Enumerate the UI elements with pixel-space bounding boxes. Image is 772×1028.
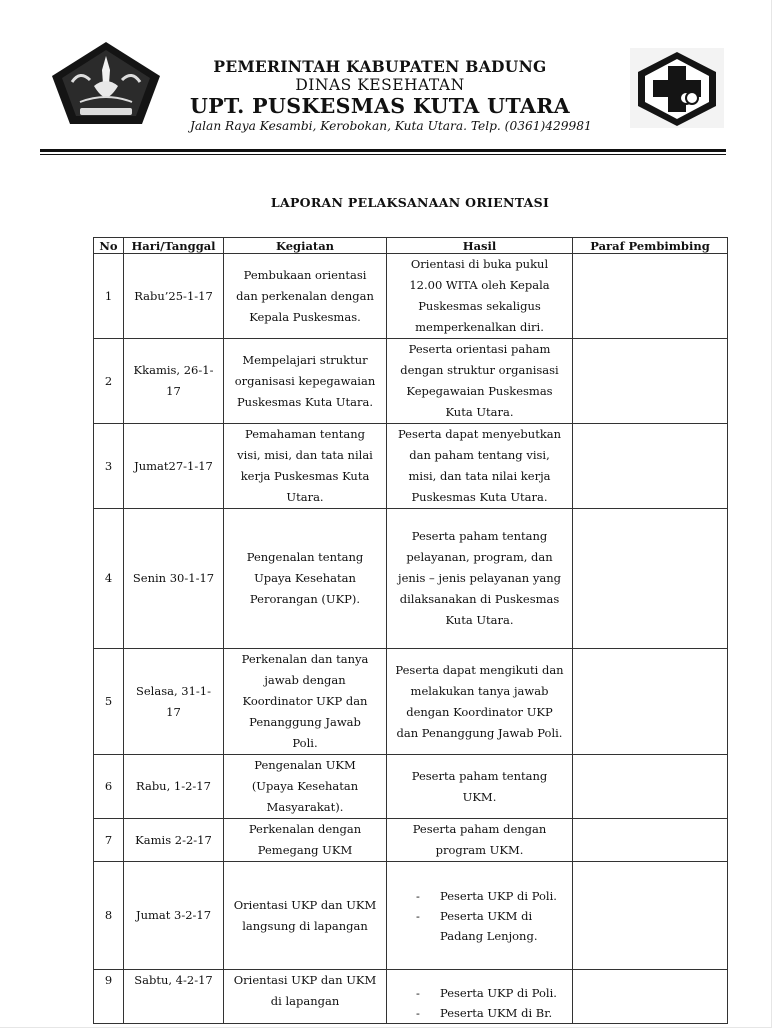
row-result-line: Peserta dapat menyebutkan [397, 427, 562, 441]
row-result-line: Peserta dapat mengikuti dan [395, 662, 564, 677]
row-activity [224, 339, 387, 424]
row-activity-line: Upaya Kesehatan [254, 571, 356, 585]
row-result-line: Peserta paham tentang [411, 768, 548, 783]
row-activity-line: di lapangan [270, 994, 340, 1008]
letterhead-address: Jalan Raya Kesambi, Kerobokan, Kuta Utara. Telp. (0361)429981 [190, 119, 592, 133]
row-result-line: Peserta paham dengan [412, 822, 547, 836]
row-activity-line: Pembukaan orientasi [243, 267, 367, 282]
table-row [94, 509, 728, 649]
row-activity [224, 649, 387, 755]
row-activity-line: visi, misi, dan tata nilai [237, 448, 373, 462]
row-result [387, 509, 573, 649]
table-header-row [94, 238, 728, 254]
row-activity-line: dan perkenalan dengan [236, 288, 374, 303]
result-bullet-item: - Peserta UKP di Poli. [416, 983, 569, 1003]
row-result-line: memperkenalkan diri. [415, 320, 544, 334]
row-signature [573, 339, 728, 424]
header-activity: Kegiatan [224, 238, 387, 254]
row-result-line: UKM. [462, 789, 497, 804]
row-activity-line: kerja Puskesmas Kuta [240, 469, 370, 483]
result-bullet-list [390, 886, 569, 946]
row-result-line: melakukan tanya jawab [410, 683, 549, 698]
row-result-line: Peserta paham tentang [411, 529, 548, 543]
row-activity [224, 862, 387, 970]
row-activity-line: langsung di lapangan [242, 918, 368, 933]
orientation-report-table [93, 237, 728, 1024]
row-date: Senin 30-1-17 [124, 509, 224, 649]
puskesmas-logo-icon [630, 48, 724, 128]
row-result-line: dilaksanakan di Puskesmas [399, 592, 560, 606]
row-result-line: dan paham tentang visi, [409, 448, 550, 462]
result-bullet-item: - Peserta UKM di Br. [416, 1003, 569, 1023]
table-row [94, 339, 728, 424]
result-bullet-item: - Peserta UKP di Poli. [416, 886, 569, 906]
row-activity-line: Kepala Puskesmas. [249, 309, 361, 324]
table-body [94, 254, 728, 1024]
header-date: Hari/Tanggal [124, 238, 224, 254]
row-activity-line: Koordinator UKP dan [242, 694, 368, 708]
row-activity-line: (Upaya Kesehatan [251, 779, 359, 793]
row-result-line: 12.00 WITA oleh Kepala [409, 278, 550, 292]
table-row [94, 649, 728, 755]
row-date: Rabu’25-1-17 [124, 254, 224, 339]
row-date: Rabu, 1-2-17 [124, 755, 224, 819]
row-no: 5 [94, 649, 124, 755]
row-activity [224, 424, 387, 509]
table-row [94, 755, 728, 819]
row-result [387, 254, 573, 339]
row-result-line: Peserta orientasi paham [408, 342, 551, 356]
result-bullet-item: - Peserta UKM di Padang Lenjong. [416, 906, 569, 946]
row-activity-line: Perorangan (UKP). [249, 592, 361, 606]
row-date-line: Selasa, 31-1- [135, 683, 211, 698]
letterhead-line-1: PEMERINTAH KABUPATEN BADUNG [213, 57, 547, 76]
row-activity-line: Pengenalan UKM [254, 758, 356, 772]
row-date: Sabtu, 4-2-17 [124, 970, 224, 1024]
row-result-line: pelayanan, program, dan [406, 550, 553, 564]
row-date: Kamis 2-2-17 [124, 819, 224, 862]
row-activity-line: Penanggung Jawab [249, 715, 361, 729]
table-row [94, 254, 728, 339]
row-activity-line: organisasi kepegawaian [234, 373, 376, 388]
row-signature [573, 509, 728, 649]
row-no: 8 [94, 862, 124, 970]
row-no: 3 [94, 424, 124, 509]
header-result: Hasil [387, 238, 573, 254]
row-result [387, 649, 573, 755]
badung-regency-emblem-icon [50, 40, 162, 126]
row-signature [573, 755, 728, 819]
row-activity-line: Perkenalan dan tanya [241, 652, 369, 666]
row-date: Jumat27-1-17 [124, 424, 224, 509]
row-activity [224, 254, 387, 339]
row-result [387, 819, 573, 862]
table-row [94, 862, 728, 970]
row-signature [573, 970, 728, 1024]
header-signature: Paraf Pembimbing [573, 238, 728, 254]
row-result [387, 424, 573, 509]
row-activity-line: Mempelajari struktur [242, 352, 368, 367]
row-result-line: misi, dan tata nilai kerja [408, 469, 551, 483]
row-result [387, 970, 573, 1024]
row-activity-line: Orientasi UKP dan UKM [233, 897, 377, 912]
row-no: 4 [94, 509, 124, 649]
table-row [94, 819, 728, 862]
row-activity [224, 509, 387, 649]
row-activity [224, 970, 387, 1024]
row-activity [224, 819, 387, 862]
header-no: No [94, 238, 124, 254]
row-signature [573, 424, 728, 509]
row-no: 6 [94, 755, 124, 819]
letterhead-rule-thin [40, 154, 726, 155]
row-date [124, 649, 224, 755]
letterhead-line-3: UPT. PUSKESMAS KUTA UTARA [189, 94, 571, 118]
letterhead-line-2: DINAS KESEHATAN [295, 76, 465, 94]
row-activity-line: Utara. [286, 490, 324, 504]
row-date [124, 339, 224, 424]
row-no: 9 [94, 970, 124, 1024]
row-activity-line: jawab dengan [264, 673, 346, 687]
row-result-line: Puskesmas sekaligus [418, 299, 541, 313]
row-activity-line: Poli. [292, 736, 318, 750]
result-bullet-list [390, 983, 569, 1023]
row-activity-line: Pengenalan tentang [246, 550, 364, 564]
row-result [387, 862, 573, 970]
row-result-line: Orientasi di buka pukul [410, 257, 549, 271]
document-title: LAPORAN PELAKSANAAN ORIENTASI [270, 195, 550, 210]
row-result-line: Puskesmas Kuta Utara. [411, 490, 548, 504]
row-result-line: dengan struktur organisasi [400, 363, 559, 377]
row-activity-line: Pemahaman tentang [245, 427, 365, 441]
row-activity-line: Pemegang UKM [257, 843, 353, 857]
row-signature [573, 254, 728, 339]
row-date-line: 17 [166, 384, 181, 398]
row-result-line: dengan Koordinator UKP [406, 704, 553, 719]
row-result-line: jenis – jenis pelayanan yang [398, 571, 561, 585]
row-date-line: Kkamis, 26-1- [133, 363, 214, 377]
row-result-line: dan Penanggung Jawab Poli. [396, 725, 563, 740]
row-activity-line: Masyarakat). [266, 800, 344, 814]
row-result-line: Kepegawaian Puskesmas [406, 384, 553, 398]
row-activity-line: Perkenalan dengan [248, 822, 362, 836]
row-activity [224, 755, 387, 819]
letterhead-rule [40, 149, 726, 152]
row-signature [573, 649, 728, 755]
row-activity-line: Orientasi UKP dan UKM [233, 973, 377, 987]
table-row [94, 424, 728, 509]
row-date-line: 17 [166, 704, 181, 719]
row-date: Jumat 3-2-17 [124, 862, 224, 970]
row-signature [573, 819, 728, 862]
row-result-line: Kuta Utara. [445, 405, 514, 419]
row-no: 2 [94, 339, 124, 424]
row-signature [573, 862, 728, 970]
row-result [387, 339, 573, 424]
row-result [387, 755, 573, 819]
row-no: 1 [94, 254, 124, 339]
row-result-line: Kuta Utara. [445, 613, 514, 627]
row-activity-line: Puskesmas Kuta Utara. [236, 394, 374, 409]
table-row [94, 970, 728, 1024]
row-result-line: program UKM. [435, 843, 524, 857]
row-no: 7 [94, 819, 124, 862]
